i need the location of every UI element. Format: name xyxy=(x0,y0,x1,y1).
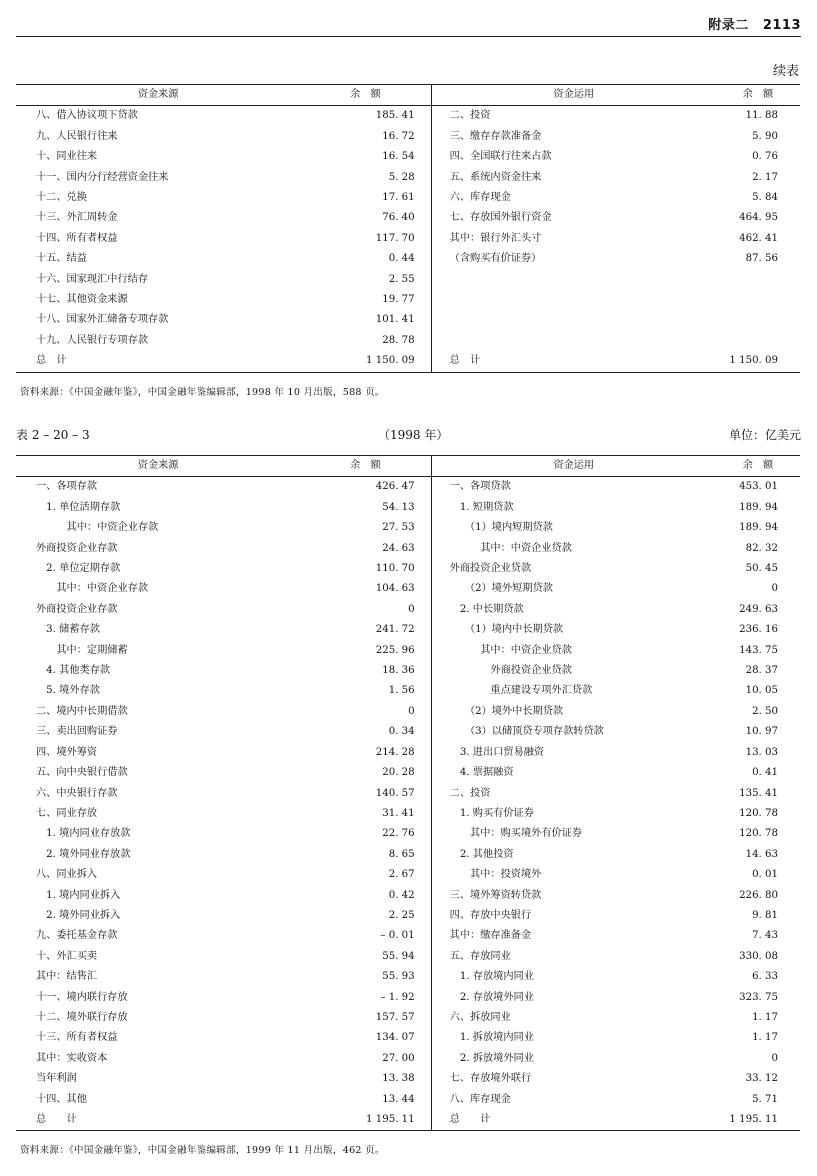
use-balance: 0. 76 xyxy=(752,151,778,163)
use-item: 三、缴存存款准备金 xyxy=(449,130,542,142)
table-row xyxy=(16,351,800,372)
use-balance: 0 xyxy=(771,583,778,595)
use-balance: 464. 95 xyxy=(739,212,778,224)
source-item: 十四、所有者权益 xyxy=(36,232,118,244)
use-balance xyxy=(716,310,800,330)
table-row xyxy=(16,926,800,946)
source-item: 六、中央银行存款 xyxy=(36,787,118,799)
table-row xyxy=(16,1049,800,1069)
use-balance: 143. 75 xyxy=(739,644,778,656)
source-balance: 0 xyxy=(300,702,431,722)
use-item: 1. 购买有价证券 xyxy=(449,807,534,819)
table-row xyxy=(16,641,800,661)
table-row xyxy=(16,229,800,249)
use-item: 2. 拆放境外同业 xyxy=(449,1052,534,1064)
source-balance: 241. 72 xyxy=(300,620,431,640)
use-item: 六、拆放同业 xyxy=(449,1011,511,1023)
table-row xyxy=(16,763,800,783)
source-item: 十、外汇买卖 xyxy=(36,950,98,962)
source-balance: – 1. 92 xyxy=(300,988,431,1008)
table-unit: 单位：亿美元 xyxy=(728,428,801,442)
table-number: 表 2 – 20 – 3 xyxy=(16,428,90,442)
source-item: 十四、其他 xyxy=(36,1093,87,1105)
source-balance: 214. 28 xyxy=(300,743,431,763)
use-balance: 1 195. 11 xyxy=(716,1110,800,1131)
use-balance: 5. 71 xyxy=(752,1093,778,1105)
use-item: 外商投资企业贷款 xyxy=(449,665,572,677)
use-item: 四、全国联行往来占款 xyxy=(449,151,552,163)
table-row xyxy=(16,784,800,804)
table-row xyxy=(16,947,800,967)
page-number: 2113 xyxy=(762,18,801,33)
use-balance: 236. 16 xyxy=(739,624,778,636)
col-header-use: 资金运用 xyxy=(431,456,716,477)
source-balance: 110. 70 xyxy=(300,559,431,579)
table-row xyxy=(16,824,800,844)
table-row xyxy=(16,331,800,351)
use-balance xyxy=(716,270,800,290)
table-row xyxy=(16,559,800,579)
table-row xyxy=(16,988,800,1008)
source-balance: 8. 65 xyxy=(300,845,431,865)
source-balance: 0. 34 xyxy=(300,722,431,742)
table-row xyxy=(16,620,800,640)
use-item: 三、境外筹资转贷款 xyxy=(449,889,542,901)
use-balance: 6. 33 xyxy=(752,971,778,983)
source-item: 八、同业拆入 xyxy=(36,869,98,881)
table-row xyxy=(16,906,800,926)
col-header-balance: 余 额 xyxy=(300,85,431,106)
use-balance: 1. 17 xyxy=(752,1032,778,1044)
use-item: 总 计 xyxy=(431,1110,716,1131)
source-balance: 16. 54 xyxy=(300,147,431,167)
table-row xyxy=(16,539,800,559)
source-balance: 104. 63 xyxy=(300,579,431,599)
source-item: 1. 境内同业拆入 xyxy=(36,889,121,901)
source-balance: 5. 28 xyxy=(300,168,431,188)
source-balance: 31. 41 xyxy=(300,804,431,824)
table-row xyxy=(16,127,800,147)
source-balance: 54. 13 xyxy=(300,498,431,518)
use-item: 重点建设专项外汇贷款 xyxy=(449,685,593,697)
table-row xyxy=(16,290,800,310)
source-item: 十二、境外联行存放 xyxy=(36,1011,128,1023)
table-row xyxy=(16,518,800,538)
use-item: 2. 其他投资 xyxy=(449,848,514,860)
use-item: 四、存放中央银行 xyxy=(449,909,532,921)
use-item: 其中：中资企业贷款 xyxy=(449,644,572,656)
use-balance: 5. 90 xyxy=(752,130,778,142)
source-balance: 1. 56 xyxy=(300,681,431,701)
source-balance: 20. 28 xyxy=(300,763,431,783)
source-balance: 157. 57 xyxy=(300,1008,431,1028)
table-header-row xyxy=(16,85,800,106)
use-item: （1）境内中长期贷款 xyxy=(449,624,564,636)
source-balance: 19. 77 xyxy=(300,290,431,310)
source-item: 十二、兑换 xyxy=(36,192,87,204)
use-balance: 0 xyxy=(771,1052,778,1064)
table-row xyxy=(16,1090,800,1110)
use-item: 二、投资 xyxy=(449,110,491,122)
source-balance: 134. 07 xyxy=(300,1028,431,1048)
use-balance xyxy=(716,290,800,310)
source-item: 外商投资企业存款 xyxy=(36,542,118,554)
source-item: 五、向中央银行借款 xyxy=(36,767,128,779)
source-item: 外商投资企业存款 xyxy=(36,603,118,615)
use-item: 七、存放国外银行资金 xyxy=(449,212,552,224)
use-item: 其中：银行外汇头寸 xyxy=(449,232,542,244)
source-balance: 0 xyxy=(300,600,431,620)
table-row xyxy=(16,681,800,701)
source-balance: 101. 41 xyxy=(300,310,431,330)
use-item: 五、存放同业 xyxy=(449,950,511,962)
source-balance: 225. 96 xyxy=(300,641,431,661)
source-item: 三、卖出回购证券 xyxy=(36,726,118,738)
table-row xyxy=(16,147,800,167)
use-item: 五、系统内资金往来 xyxy=(449,171,542,183)
source-item: 3. 储蓄存款 xyxy=(36,624,100,636)
use-balance xyxy=(716,331,800,351)
use-item: （2）境外短期贷款 xyxy=(449,583,553,595)
source-item: 2. 境外同业拆入 xyxy=(36,909,121,921)
source-item: 1. 单位活期存款 xyxy=(36,501,121,513)
use-item: 六、库存现金 xyxy=(449,192,511,204)
source-item: 2. 境外同业存放款 xyxy=(36,848,131,860)
use-balance: 5. 84 xyxy=(752,192,778,204)
col-header-source: 资金来源 xyxy=(16,85,300,106)
table-row xyxy=(16,106,800,127)
source-item: 九、人民银行往来 xyxy=(36,130,118,142)
use-balance: 1 150. 09 xyxy=(716,351,800,372)
source-item: 十八、国家外汇储备专项存款 xyxy=(36,314,169,326)
running-head xyxy=(694,14,801,33)
use-item: 1. 短期贷款 xyxy=(449,501,514,513)
table-row xyxy=(16,188,800,208)
source-item: 十一、境内联行存放 xyxy=(36,991,128,1003)
table-row xyxy=(16,579,800,599)
use-item: 总 计 xyxy=(431,351,716,372)
use-balance: 2. 50 xyxy=(752,705,778,717)
use-item xyxy=(431,270,716,290)
table-row xyxy=(16,845,800,865)
table-row xyxy=(16,886,800,906)
source-item: 九、委托基金存款 xyxy=(36,930,118,942)
table-header-row xyxy=(16,456,800,477)
use-item: 其中：缴存准备金 xyxy=(449,930,532,942)
source-item: 十七、其他资金来源 xyxy=(36,294,128,306)
source-balance: 426. 47 xyxy=(300,477,431,498)
source-item: 5. 境外存款 xyxy=(36,685,100,697)
use-balance: 323. 75 xyxy=(739,991,778,1003)
source-item: 十一、国内分行经营资金往来 xyxy=(36,171,169,183)
use-balance: 0. 41 xyxy=(752,767,778,779)
use-balance: 226. 80 xyxy=(739,889,778,901)
use-item: 1. 存放境内同业 xyxy=(449,971,534,983)
source-balance: 0. 44 xyxy=(300,249,431,269)
use-item: 3. 进出口贸易融资 xyxy=(449,746,545,758)
source-balance: 28. 78 xyxy=(300,331,431,351)
funds-table-continued xyxy=(16,84,800,373)
use-item: 其中：购买境外有价证券 xyxy=(449,828,583,840)
source-item: 十九、人民银行专项存款 xyxy=(36,334,149,346)
use-balance: 249. 63 xyxy=(739,603,778,615)
col-header-balance: 余 额 xyxy=(716,85,800,106)
use-item xyxy=(431,310,716,330)
table-row xyxy=(16,208,800,228)
use-item: 其中：中资企业贷款 xyxy=(449,542,572,554)
table-row xyxy=(16,270,800,290)
table-row xyxy=(16,661,800,681)
use-balance: 7. 43 xyxy=(752,930,778,942)
use-item: （含购买有价证券） xyxy=(449,253,542,265)
source-item: 总 计 xyxy=(16,351,300,372)
table-row xyxy=(16,1028,800,1048)
use-balance: 50. 45 xyxy=(745,563,778,575)
use-balance: 1. 17 xyxy=(752,1011,778,1023)
source-balance: 117. 70 xyxy=(300,229,431,249)
use-item: （3）以储顶贷专项存款转贷款 xyxy=(449,726,604,738)
table2-source-note: 资料来源：《中国金融年鉴》，中国金融年鉴编辑部，1999 年 11 月出版，462 页。 xyxy=(20,1145,385,1156)
use-item: 二、投资 xyxy=(449,787,491,799)
table-row xyxy=(16,310,800,330)
source-item: 4. 其他类存款 xyxy=(36,665,111,677)
source-balance: 18. 36 xyxy=(300,661,431,681)
source-item: 八、借入协议项下贷款 xyxy=(36,110,138,122)
source-item: 十、同业往来 xyxy=(36,151,98,163)
source-balance: 2. 25 xyxy=(300,906,431,926)
use-balance: 189. 94 xyxy=(739,522,778,534)
source-balance: 22. 76 xyxy=(300,824,431,844)
source-balance: 185. 41 xyxy=(300,106,431,127)
source-item: 其中：中资企业存款 xyxy=(36,522,159,534)
use-balance: 135. 41 xyxy=(739,787,778,799)
use-balance: 33. 12 xyxy=(745,1073,778,1085)
source-balance: 17. 61 xyxy=(300,188,431,208)
col-header-source: 资金来源 xyxy=(16,456,300,477)
use-balance: 189. 94 xyxy=(739,501,778,513)
table1-source-note: 资料来源：《中国金融年鉴》，中国金融年鉴编辑部，1998 年 10 月出版，588 页。 xyxy=(20,387,385,398)
source-balance: 76. 40 xyxy=(300,208,431,228)
use-balance: 11. 88 xyxy=(745,110,778,122)
source-item: 其中：定期储蓄 xyxy=(36,644,128,656)
use-item: 4. 票据融资 xyxy=(449,767,514,779)
source-balance: 1 150. 09 xyxy=(300,351,431,372)
use-item: （1）境内短期贷款 xyxy=(449,522,553,534)
continued-label: 续表 xyxy=(772,64,799,79)
funds-table-1998 xyxy=(16,455,800,1131)
table-row xyxy=(16,249,800,269)
use-balance: 2. 17 xyxy=(752,171,778,183)
use-item: 八、库存现金 xyxy=(449,1093,511,1105)
use-item: 七、存放境外联行 xyxy=(449,1073,532,1085)
use-item: 1. 拆放境内同业 xyxy=(449,1032,534,1044)
table-row xyxy=(16,600,800,620)
table-row xyxy=(16,168,800,188)
use-balance: 120. 78 xyxy=(739,828,778,840)
source-balance: 140. 57 xyxy=(300,784,431,804)
table-row xyxy=(16,702,800,722)
source-item: 总 计 xyxy=(16,1110,300,1131)
use-item xyxy=(431,290,716,310)
source-item: 1. 境内同业存放款 xyxy=(36,828,131,840)
source-item: 当年利润 xyxy=(36,1073,77,1085)
section-title: 附录二 xyxy=(708,18,749,33)
source-item: 2. 单位定期存款 xyxy=(36,563,121,575)
col-header-use: 资金运用 xyxy=(431,85,716,106)
source-balance: 24. 63 xyxy=(300,539,431,559)
use-item: 外商投资企业贷款 xyxy=(449,563,532,575)
source-balance: 27. 00 xyxy=(300,1049,431,1069)
use-item: 2. 中长期贷款 xyxy=(449,603,524,615)
use-item: 一、各项贷款 xyxy=(449,481,511,493)
use-balance: 28. 37 xyxy=(745,665,778,677)
use-balance: 13. 03 xyxy=(745,746,778,758)
use-balance: 462. 41 xyxy=(739,232,778,244)
use-balance: 10. 05 xyxy=(745,685,778,697)
source-balance: – 0. 01 xyxy=(300,926,431,946)
page-header xyxy=(16,14,801,37)
source-balance: 2. 55 xyxy=(300,270,431,290)
source-item: 一、各项存款 xyxy=(36,481,98,493)
source-item: 十三、所有者权益 xyxy=(36,1032,118,1044)
table-row xyxy=(16,722,800,742)
source-balance: 13. 44 xyxy=(300,1090,431,1110)
source-balance: 55. 93 xyxy=(300,967,431,987)
use-balance: 120. 78 xyxy=(739,807,778,819)
use-balance: 0. 01 xyxy=(752,869,778,881)
table2-caption xyxy=(16,426,801,446)
source-balance: 1 195. 11 xyxy=(300,1110,431,1131)
table-row xyxy=(16,865,800,885)
use-item: 其中：投资境外 xyxy=(449,869,542,881)
source-balance: 0. 42 xyxy=(300,886,431,906)
use-balance: 9. 81 xyxy=(752,909,778,921)
use-balance: 453. 01 xyxy=(739,481,778,493)
col-header-balance: 余 额 xyxy=(300,456,431,477)
source-item: 二、境内中长期借款 xyxy=(36,705,128,717)
table-row xyxy=(16,967,800,987)
source-item: 其中：结售汇 xyxy=(36,971,98,983)
use-balance: 82. 32 xyxy=(745,542,778,554)
table-row xyxy=(16,477,800,498)
source-item: 七、同业存放 xyxy=(36,807,98,819)
use-item: （2）境外中长期贷款 xyxy=(449,705,564,717)
col-header-balance: 余 额 xyxy=(716,456,800,477)
table-row xyxy=(16,743,800,763)
use-item: 2. 存放境外同业 xyxy=(449,991,534,1003)
table-row xyxy=(16,1008,800,1028)
source-balance: 16. 72 xyxy=(300,127,431,147)
source-balance: 2. 67 xyxy=(300,865,431,885)
use-balance: 14. 63 xyxy=(745,848,778,860)
table-row xyxy=(16,804,800,824)
source-item: 其中：实收资本 xyxy=(36,1052,108,1064)
use-item xyxy=(431,331,716,351)
source-balance: 55. 94 xyxy=(300,947,431,967)
table-row xyxy=(16,1069,800,1089)
source-item: 十三、外汇周转金 xyxy=(36,212,118,224)
source-item: 十六、国家现汇中行结存 xyxy=(36,273,149,285)
source-item: 其中：中资企业存款 xyxy=(36,583,149,595)
source-item: 十五、结益 xyxy=(36,253,87,265)
use-balance: 10. 97 xyxy=(745,726,778,738)
source-balance: 13. 38 xyxy=(300,1069,431,1089)
use-balance: 330. 08 xyxy=(739,950,778,962)
table-row xyxy=(16,498,800,518)
use-balance: 87. 56 xyxy=(745,253,778,265)
source-balance: 27. 53 xyxy=(300,518,431,538)
source-item: 四、境外筹资 xyxy=(36,746,98,758)
table-year: （1998 年） xyxy=(378,428,449,442)
table-row xyxy=(16,1110,800,1131)
